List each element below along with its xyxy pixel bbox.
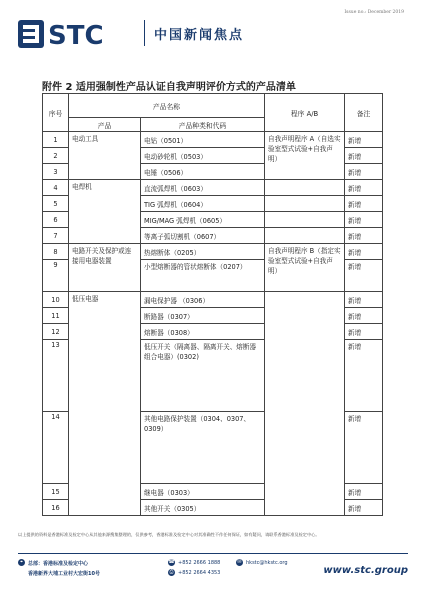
table-row: 9 小型熔断器的管状熔断体（0207） 新增 — [43, 260, 383, 292]
header-seq: 序号 — [43, 94, 69, 132]
table-row: 3 电锤（0506） 新增 — [43, 164, 383, 180]
table-row: 13 低压开关（隔离器、隔离开关、熔断器组合电器）(0302) 新增 — [43, 340, 383, 412]
table-row: 4 电焊机 直流弧焊机（0603） 新增 — [43, 180, 383, 196]
page-header — [18, 18, 408, 50]
document-title: 附件 2 适用强制性产品认证自我声明评价方式的产品清单 — [42, 82, 296, 93]
header-type-code: 产品种类和代码 — [141, 118, 265, 132]
header-divider — [144, 20, 145, 46]
svg-text:STC: STC — [48, 21, 104, 48]
table-row: 15 继电器（0303） 新增 — [43, 484, 383, 500]
table-row: 8 电路开关及保护或连接用电器装置 热熔断体（0205） 自我声明程序 B（指定实验室型式试验+自我声明） 新增 — [43, 244, 383, 260]
footer-org: 总部：香港标准及检定中心 — [28, 561, 89, 567]
footer-tel: +852 2666 1888 — [178, 560, 221, 566]
phone-icon: ☎ — [168, 559, 175, 565]
header-remark: 备注 — [345, 94, 383, 132]
table-row: 11 断路器（0307） 新增 — [43, 308, 383, 324]
footer-divider — [18, 553, 408, 554]
table-row: 14 其他电路保护装置（0304、0307、0309） 新增 — [43, 412, 383, 484]
table-row: 5 TIG 弧焊机（0604） 新增 — [43, 196, 383, 212]
table-row: 12 熔断器（0308） 新增 — [43, 324, 383, 340]
header-product: 产品 — [69, 118, 141, 132]
email-icon: ✉ — [237, 559, 242, 565]
page-footer — [18, 557, 408, 593]
procedure-a: 自我声明程序 A（自选实验室型式试验+自我声明） — [265, 132, 345, 180]
table-row: 7 等离子弧切割机（0607） 新增 — [43, 228, 383, 244]
product-table — [42, 93, 383, 516]
table-row: 10 低压电器 漏电保护器 （0306） 新增 — [43, 292, 383, 308]
header-title: 中国新闻焦点 — [154, 28, 245, 43]
procedure-b: 自我声明程序 B（指定实验室型式试验+自我声明） — [265, 244, 345, 292]
table-row: 6 MIG/MAG 弧焊机（0605） 新增 — [43, 212, 383, 228]
footer-email[interactable]: hkstc@hkstc.org — [246, 560, 288, 566]
header-procedure: 程序 A/B — [265, 94, 345, 132]
table-row: 16 其他开关（0305） 新增 — [43, 500, 383, 516]
footer-fax: +852 2664 4353 — [178, 570, 221, 576]
stc-logo — [18, 20, 130, 48]
footer-address: 香港新界大埔工业村大宏街10号 — [28, 571, 100, 577]
location-icon: ⌖ — [18, 559, 25, 566]
fax-icon: ⎙ — [169, 569, 174, 575]
issue-number: Issue no.: December 2019 — [344, 10, 404, 15]
header-product-name: 产品名称 — [69, 94, 265, 118]
disclaimer-text: 以上提供的资料是香港标准及检定中心从其他来源搜集整理的，仅供参考，香港标准及检定中心对其准确性不作任何保证，如有疑问，请联系香港标准及检定中心。 — [18, 532, 320, 537]
table-row: 1 电动工具 电钻（0501） 自我声明程序 A（自选实验室型式试验+自我声明） 新增 — [43, 132, 383, 148]
footer-website[interactable]: www.stc.group — [323, 565, 408, 576]
table-row: 2 电动砂轮机（0503） 新增 — [43, 148, 383, 164]
